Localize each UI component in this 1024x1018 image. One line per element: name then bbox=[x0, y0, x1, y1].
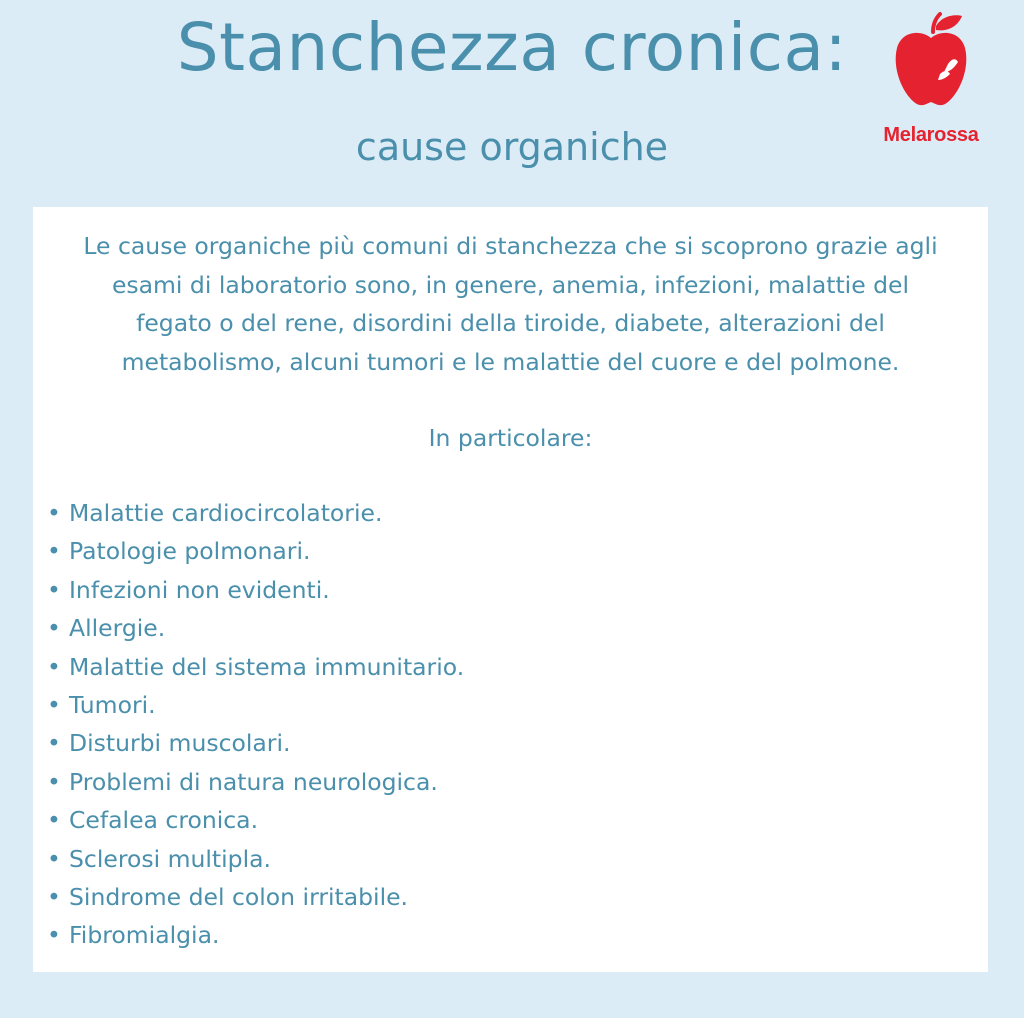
list-item bbox=[47, 648, 464, 686]
lead-text: In particolare: bbox=[428, 424, 593, 452]
bullet-icon: • bbox=[47, 921, 61, 950]
list-item bbox=[47, 494, 464, 532]
page-subtitle: cause organiche bbox=[355, 125, 669, 169]
list-item-label: Malattie del sistema immunitario. bbox=[69, 652, 465, 681]
bullet-icon: • bbox=[47, 537, 61, 566]
list-item bbox=[47, 878, 464, 916]
bullet-icon: • bbox=[47, 844, 61, 873]
brand-logo bbox=[866, 12, 996, 152]
list-item-label: Infezioni non evidenti. bbox=[69, 575, 330, 604]
list-item bbox=[47, 724, 464, 762]
list-item-label: Problemi di natura neurologica. bbox=[69, 767, 438, 796]
content-panel bbox=[33, 207, 988, 972]
list-item-label: Malattie cardiocircolatorie. bbox=[69, 499, 383, 527]
page-title: Stanchezza cronica: bbox=[176, 9, 848, 86]
list-item-label: Fibromialgia. bbox=[69, 921, 220, 950]
list-item bbox=[47, 609, 464, 647]
list-item-label: Cefalea cronica. bbox=[69, 806, 259, 835]
bullet-icon: • bbox=[47, 575, 61, 604]
list-item-label: Disturbi muscolari. bbox=[69, 729, 291, 758]
causes-list bbox=[47, 494, 464, 955]
bullet-icon: • bbox=[47, 652, 61, 681]
bullet-icon: • bbox=[47, 691, 61, 720]
brand-name: Melarossa bbox=[883, 124, 979, 146]
bullet-icon: • bbox=[47, 883, 61, 912]
bullet-icon: • bbox=[47, 767, 61, 796]
list-item bbox=[47, 840, 464, 878]
list-item-label: Tumori. bbox=[69, 691, 156, 720]
intro-paragraph: Le cause organiche più comuni di stanchezza che si scoprono grazie agli esami di laboratorio sono, in genere, anemia, infezioni, malattie del fegato o del rene, disordini della tiroide, diabete, alterazioni del metabolismo, alcuni tumori e le malattie del cuore e del polmone. bbox=[83, 232, 938, 376]
bullet-icon: • bbox=[47, 499, 61, 527]
list-item-label: Allergie. bbox=[69, 614, 166, 643]
list-item bbox=[47, 763, 464, 801]
list-item bbox=[47, 916, 464, 954]
list-item bbox=[47, 686, 464, 724]
list-item-label: Patologie polmonari. bbox=[69, 537, 311, 566]
list-item bbox=[47, 571, 464, 609]
bullet-icon: • bbox=[47, 729, 61, 758]
bullet-icon: • bbox=[47, 614, 61, 643]
list-item bbox=[47, 532, 464, 570]
apple-icon bbox=[892, 12, 970, 112]
list-item bbox=[47, 801, 464, 839]
list-item-label: Sindrome del colon irritabile. bbox=[69, 883, 409, 912]
bullet-icon: • bbox=[47, 806, 61, 835]
list-item-label: Sclerosi multipla. bbox=[69, 844, 271, 873]
